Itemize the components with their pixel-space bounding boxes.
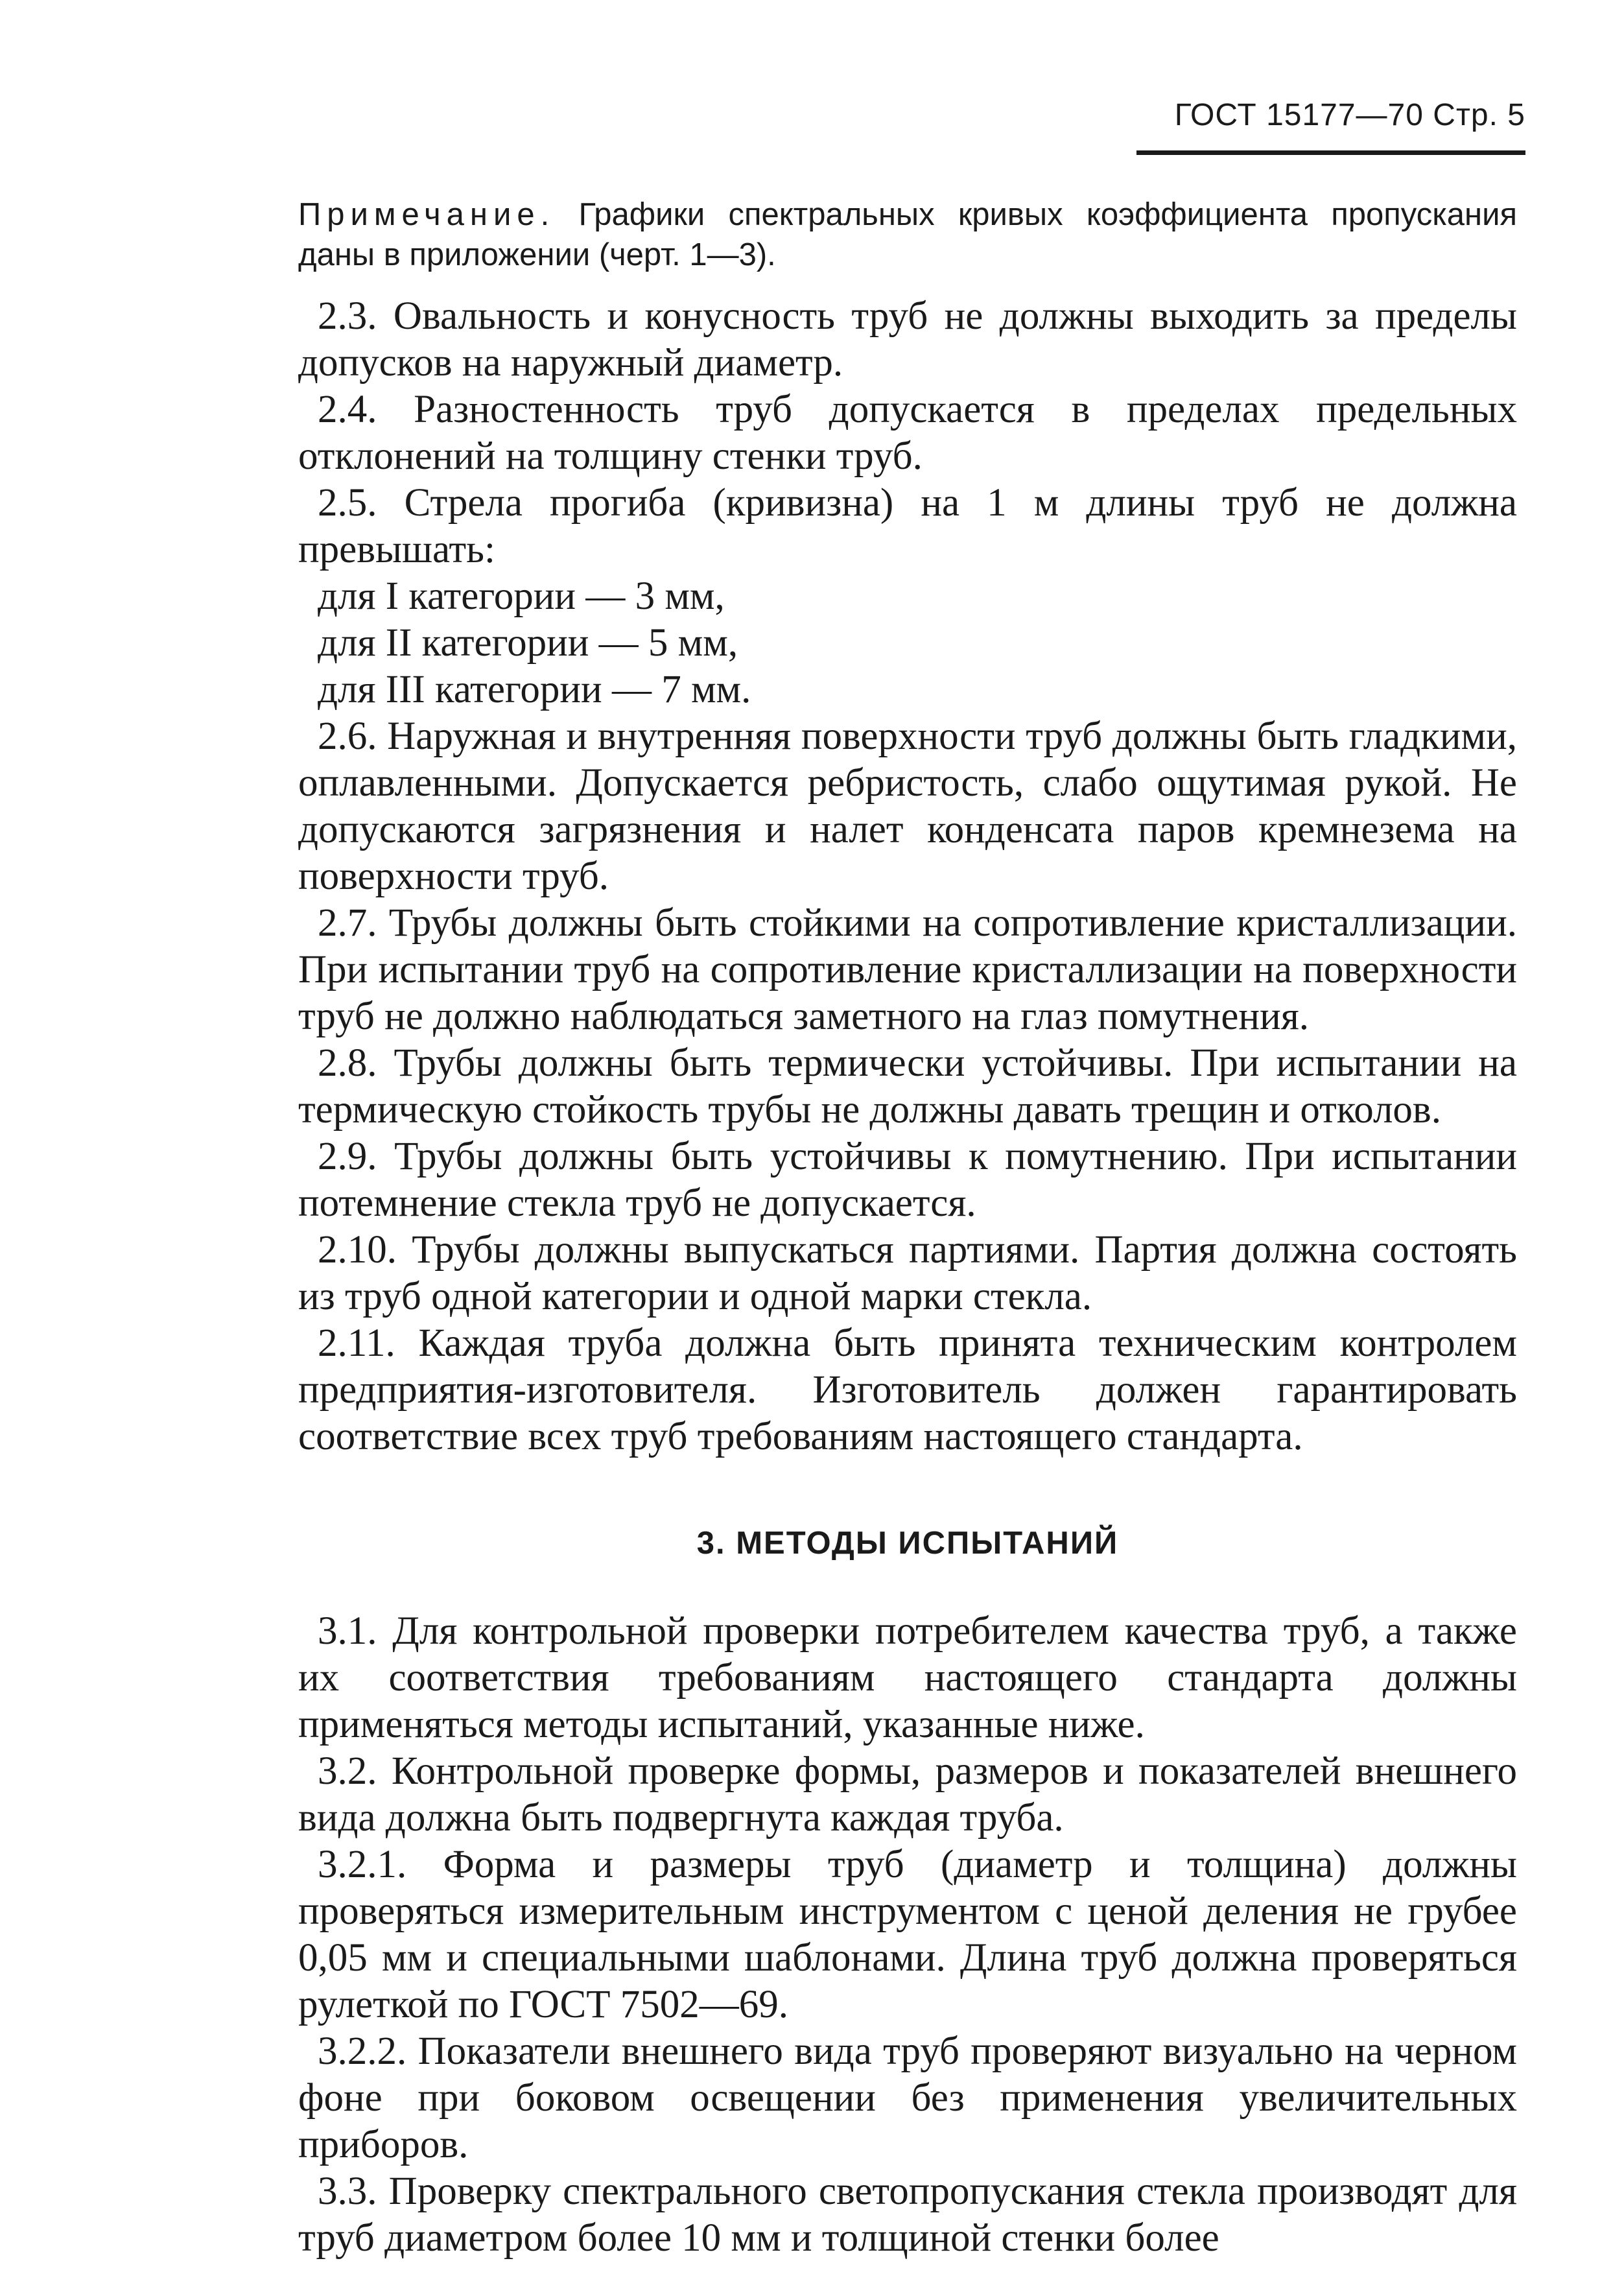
note-text: Графики спектральных кривых коэффициента пропускания даны в приложении (черт. 1—3). xyxy=(298,197,1517,272)
note xyxy=(298,195,1517,275)
paragraph-2-7: 2.7. Трубы должны быть стойкими на сопротивление кристаллизации. При испытании труб на сопротивление кристаллизации на поверхности труб не должно наблюдаться заметного на глаз помутнения. xyxy=(298,901,1517,1038)
paragraph-2-5: 2.5. Стрела прогиба (кривизна) на 1 м длины труб не должна превышать: xyxy=(298,481,1517,571)
note-label: Примечание. xyxy=(298,197,556,232)
paragraph-2-9: 2.9. Трубы должны быть устойчивы к помутнению. При испытании потемнение стекла труб не допускается. xyxy=(298,1135,1517,1225)
paragraph-2-4: 2.4. Разностенность труб допускается в пределах предельных отклонений на толщину стенки труб. xyxy=(298,388,1517,478)
paragraph-3-1: 3.1. Для контрольной проверки потребителем качества труб, а также их соответствия требованиям настоящего стандарта должны применяться методы испытаний, указанные ниже. xyxy=(298,1609,1517,1746)
header-rule xyxy=(1136,150,1525,155)
paragraph-2-8: 2.8. Трубы должны быть термически устойчивы. При испытании на термическую стойкость трубы не должны давать трещин и отколов. xyxy=(298,1041,1517,1131)
paragraph-3-2-1: 3.2.1. Форма и размеры труб (диаметр и толщина) должны проверяться измерительным инструментом с ценой деления не грубее 0,05 мм и специальными шаблонами. Длина труб должна проверяться рулеткой по ГОСТ 7502—69. xyxy=(298,1843,1517,2026)
paragraph-2-3: 2.3. Овальность и конусность труб не должны выходить за пределы допусков на наружный диаметр. xyxy=(298,294,1517,385)
paragraph-2-6: 2.6. Наружная и внутренняя поверхности труб должны быть гладкими, оплавленными. Допускается ребристость, слабо ощутимая рукой. Не допускаются загрязнения и налет конденсата паров кремнезема на поверхности труб. xyxy=(298,715,1517,898)
list-item-category-1: для I категории — 3 мм, xyxy=(318,574,725,618)
list-item-category-3: для III категории — 7 мм. xyxy=(318,668,751,711)
page-header: ГОСТ 15177—70 Стр. 5 xyxy=(1174,98,1525,132)
paragraph-2-11: 2.11. Каждая труба должна быть принята техническим контролем предприятия-изготовителя. Изготовитель должен гарантировать соответствие всех труб требованиям настоящего стандарта. xyxy=(298,1321,1517,1458)
section-title: 3. МЕТОДЫ ИСПЫТАНИЙ xyxy=(696,1526,1119,1561)
paragraph-3-3: 3.3. Проверку спектрального светопропускания стекла производят для труб диаметром более 10 мм и толщиной стенки более xyxy=(298,2170,1517,2260)
paragraph-3-2-2: 3.2.2. Показатели внешнего вида труб проверяют визуально на черном фоне при боковом освещении без применения увеличительных приборов. xyxy=(298,2030,1517,2166)
list-item-category-2: для II категории — 5 мм, xyxy=(318,621,738,665)
paragraph-3-2: 3.2. Контрольной проверке формы, размеров и показателей внешнего вида должна быть подвергнута каждая труба. xyxy=(298,1749,1517,1840)
paragraph-2-10: 2.10. Трубы должны выпускаться партиями. Партия должна состоять из труб одной категории и одной марки стекла. xyxy=(298,1228,1517,1318)
document-body xyxy=(298,195,1517,2262)
